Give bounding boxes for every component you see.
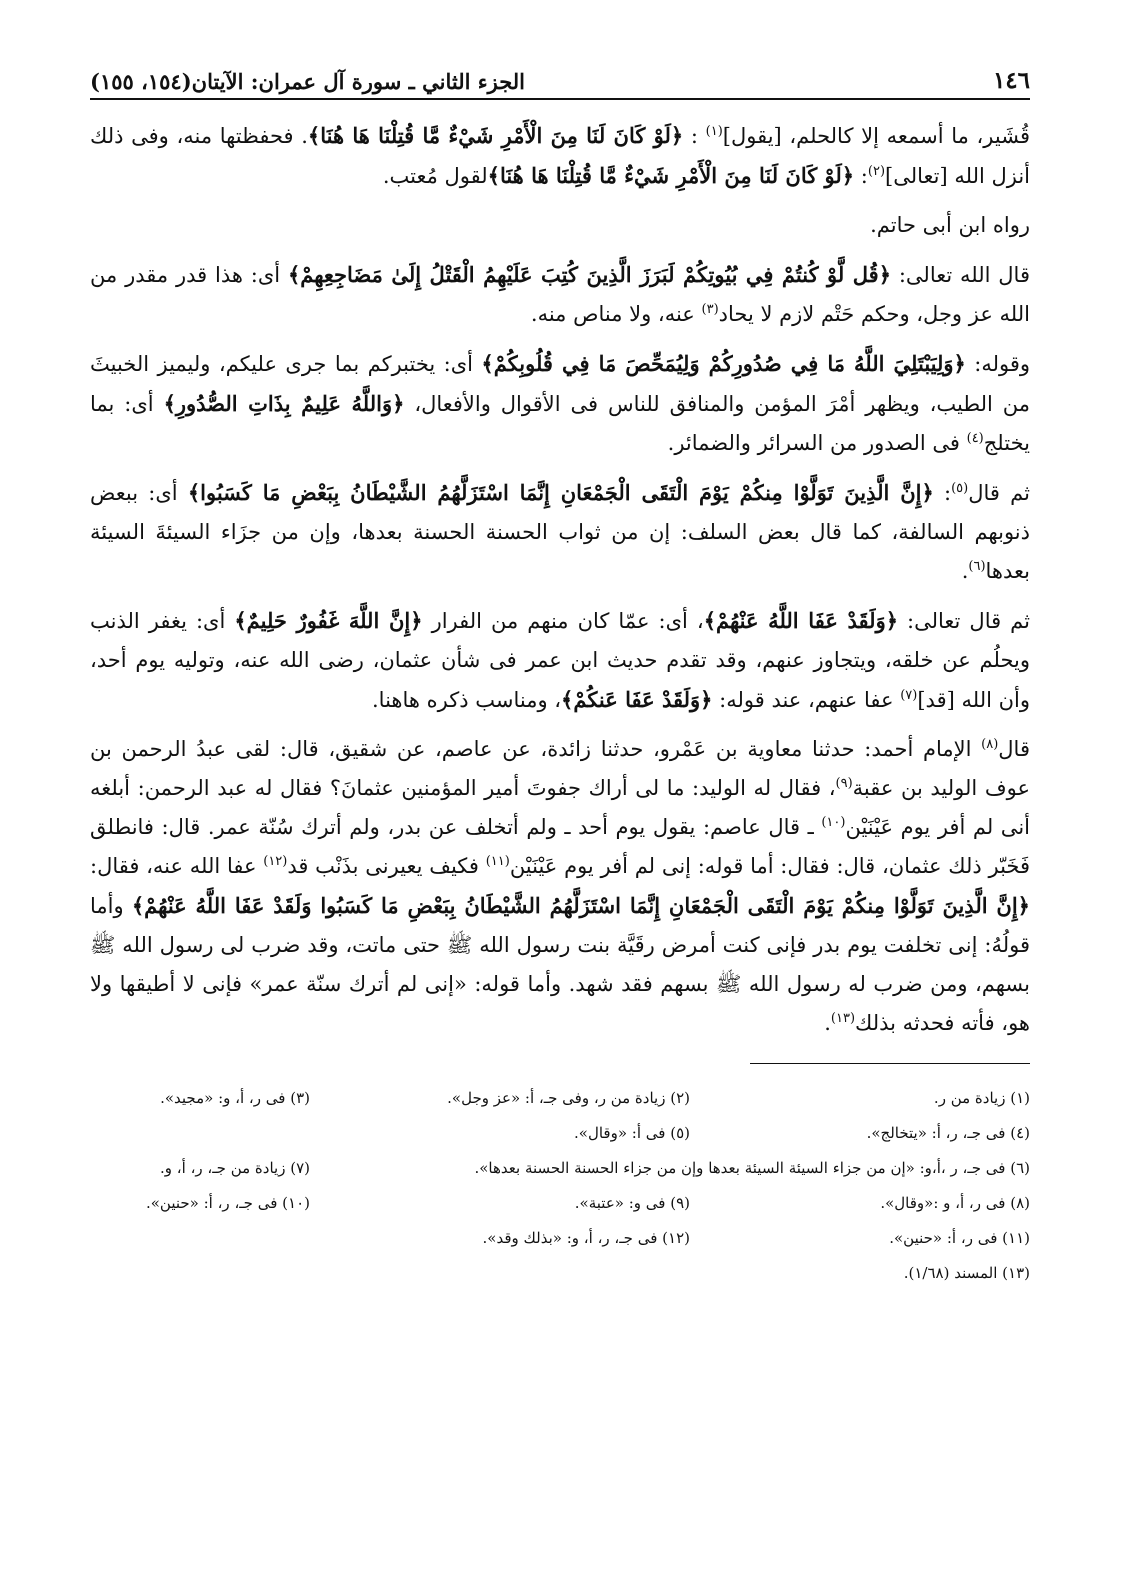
quran-quote: ﴿إِنَّ الَّذِينَ تَوَلَّوْا مِنكُمْ يَوْمَ الْتَقَى الْجَمْعَانِ إِنَّمَا اسْتَزَلَّهُمُ الشَّيْطَانُ بِبَعْضِ مَا كَسَبُوا﴾ (187, 480, 934, 505)
footnote-marker: (٥) (951, 481, 969, 496)
text-run: قال الله تعالى: (891, 263, 1030, 287)
footnote: (٣) فى ر، أ، و: «مجيد». (160, 1088, 310, 1107)
quran-quote: ﴿وَاللَّهُ عَلِيمٌ بِذَاتِ الصُّدُورِ﴾ (163, 391, 405, 416)
footnote-row (90, 1080, 1030, 1115)
page-header (90, 58, 1030, 100)
text-run: قُشَير، ما أسمعه إلا كالحلم، [يقول] (722, 124, 1030, 148)
running-title: الجزء الثاني ـ سورة آل عمران: الآيتان(١٥٤، ١٥٥) (90, 69, 525, 94)
text-run: أى: يغفر الذنب ويحلُم عن خلقه، ويتجاوز عنهم، وقد تقدم حديث ابن عمر فى شأن عثمان، رضى الله عنه، وتوليه يوم أحد، وأن الله [قد] (90, 609, 1030, 712)
text-run: ـ قال عاصم: يقول يوم أحد ـ ولم أتخلف عن بدر، ولم أترك سُنّة عمر. قال: فانطلق فَخَبّر ذلك عثمان، قال: فقال: أما قوله: إنى لم أفر يوم عَيْنَيْن (90, 815, 1030, 878)
paragraph (90, 473, 1030, 591)
text-run: وقوله: (965, 352, 1031, 376)
quran-quote: ﴿لَوْ كَانَ لَنَا مِنَ الْأَمْرِ شَيْءٌ مَّا قُتِلْنَا هَا هُنَا﴾ (487, 163, 855, 188)
text-run: ثم قال تعالى: (898, 609, 1030, 633)
paragraph (90, 116, 1030, 196)
text-run: عفا عنهم، عند قوله: (712, 688, 901, 712)
footnote: (١٣) المسند (١/٦٨). (903, 1263, 1030, 1282)
quran-quote: ﴿وَلَقَدْ عَفَا عَنكُمْ﴾ (561, 687, 713, 712)
text-run: . فحفظتها منه، وفى ذلك أنزل الله [تعالى] (90, 124, 1030, 188)
paragraph (90, 344, 1030, 463)
text-run: . (961, 559, 969, 583)
footnote-row (90, 1255, 1030, 1290)
quran-quote: ﴿وَلَقَدْ عَفَا اللَّهُ عَنْهُمْ﴾ (703, 608, 899, 633)
footnote-row (90, 1115, 1030, 1150)
footnote: (٥) فى أ: «وقال». (574, 1123, 690, 1142)
text-run: عنه، ولا مناص منه. (530, 302, 702, 326)
quran-quote: ﴿إِنَّ الَّذِينَ تَوَلَّوْا مِنكُمْ يَوْمَ الْتَقَى الْجَمْعَانِ إِنَّمَا اسْتَزَلَّهُمُ الشَّيْطَانُ بِبَعْضِ مَا كَسَبُوا وَلَقَدْ عَفَا اللَّهُ عَنْهُمْ﴾ (131, 893, 1030, 918)
quran-quote: ﴿إِنَّ اللَّهَ غَفُورٌ حَلِيمٌ﴾ (234, 608, 423, 633)
footnote-marker: (٨) (981, 737, 999, 752)
text-run: أى: بما يختلج (90, 392, 1030, 455)
paragraph (90, 730, 1030, 1043)
footnote-marker: (١٠) (821, 815, 846, 830)
text-run: فى الصدور من السرائر والضمائر. (667, 431, 967, 455)
text-run: : (933, 481, 952, 505)
text-run: ، أى: عمّا كان منهم من الفرار (422, 609, 704, 633)
footnote-marker: (٧) (900, 688, 918, 703)
quran-quote: ﴿قُل لَّوْ كُنتُمْ فِي بُيُوتِكُمْ لَبَرَزَ الَّذِينَ كُتِبَ عَلَيْهِمُ الْقَتْلُ إِلَىٰ مَضَاجِعِهِمْ﴾ (287, 262, 891, 287)
text-run: عفا الله عنه، فقال: (90, 854, 264, 878)
footnote: (١) زيادة من ر. (933, 1088, 1030, 1107)
text-run: أى: هذا قدر مقدر من الله عز وجل، وحكم حَتْم لازم لا يحاد (90, 263, 1030, 326)
footnote-marker: (٩) (835, 776, 853, 791)
text-run: : (683, 124, 706, 148)
paragraph (90, 601, 1030, 720)
footnote: (١١) فى ر، أ: «حنين». (889, 1228, 1030, 1247)
main-text (90, 116, 1030, 1043)
paragraph (90, 255, 1030, 334)
text-run: رواه ابن أبى حاتم. (870, 213, 1030, 237)
text-run: قال (998, 737, 1030, 761)
footnote: (٧) زيادة من جـ، ر، أ، و. (160, 1158, 310, 1177)
footnote-marker: (٦) (968, 559, 986, 574)
text-run: : (854, 164, 868, 188)
quran-quote: ﴿لَوْ كَانَ لَنَا مِنَ الْأَمْرِ شَيْءٌ مَّا قُتِلْنَا هَا هُنَا﴾ (307, 123, 684, 148)
footnote-row (90, 1220, 1030, 1255)
text-run: فكيف يعيرنى بذَنْب قد (287, 854, 486, 878)
footnote-divider (750, 1063, 1030, 1064)
footnote-marker: (٤) (966, 431, 984, 446)
footnote: (٤) فى جـ، ر، أ: «يتخالج». (866, 1123, 1030, 1142)
footnote: (٦) فى جـ، ر ،أ،و: «إن من جزاء السيئة السيئة بعدها وإن من جزاء الحسنة الحسنة بعدها». (474, 1158, 1030, 1177)
footnote: (٢) زيادة من ر، وفى جـ، أ: «عز وجل». (447, 1088, 690, 1107)
footnote-marker: (١٣) (830, 1011, 856, 1026)
text-run: ، ومناسب ذكره هاهنا. (372, 688, 562, 712)
footnote-marker: (٢) (867, 164, 886, 179)
text-run: الإمام أحمد: حدثنا معاوية بن عَمْرو، حدثنا زائدة، عن عاصم، عن شقيق، قال: لقى عبدُ الرحمن بن عوف الوليد بن عقبة (90, 737, 1030, 800)
text-run: وأما قولُهُ: إنى تخلفت يوم بدر فإنى كنت أمرض رقَيَّة بنت رسول الله ﷺ حتى ماتت، وقد ضرب لى رسول الله ﷺ بسهم، ومن ضرب له رسول الله ﷺ بسهم فقد شهد. وأما قوله: «إنى لم أترك سنّة عمر» فإنى لا أطيقها ولا هو، فأته فحدثه بذلك (90, 894, 1030, 1035)
footnote-row (90, 1185, 1030, 1220)
page-number: ١٤٦ (992, 67, 1030, 94)
quran-quote: ﴿وَلِيَبْتَلِيَ اللَّهُ مَا فِي صُدُورِكُمْ وَلِيُمَحِّصَ مَا فِي قُلُوبِكُمْ﴾ (481, 351, 966, 376)
paragraph (90, 206, 1030, 245)
page (90, 58, 1030, 1290)
text-run: ثم قال (968, 481, 1030, 505)
text-run: أى: ببعض ذنوبهم السالفة، كما قال بعض السلف: إن من ثواب الحسنة الحسنة بعدها، وإن من جزَاء السيئةَ السيئة بعدها (90, 481, 1030, 583)
footnote-marker: (١١) (485, 854, 510, 869)
footnotes (90, 1080, 1030, 1290)
footnote: (١٠) فى جـ، ر، أ: «حنين». (145, 1193, 310, 1212)
footnote-marker: (٣) (701, 302, 719, 317)
footnote: (٨) فى ر، أ، و :«وقال». (880, 1193, 1030, 1212)
footnote-marker: (١) (705, 124, 723, 139)
text-run: لقول مُعتب. (382, 164, 488, 188)
text-run: ، فقال له الوليد: ما لى أراك جفوتَ أمير المؤمنين عثمانَ؟ فقال له عبد الرحمن: أبلغه أنى لم أفر يوم عَيْنَيْن (90, 776, 1030, 839)
footnote: (١٢) فى جـ، ر، أ، و: «بذلك وقد». (482, 1228, 690, 1247)
footnote: (٩) فى و: «عتبة». (574, 1193, 690, 1212)
text-run: أى: يختبركم بما جرى عليكم، وليميز الخبيثَ من الطيب، ويظهر أمْرَ المؤمن والمنافق للناس فى الأقوال والأفعال، (90, 352, 1030, 416)
footnote-row (90, 1150, 1030, 1185)
footnote-marker: (١٢) (263, 854, 288, 869)
text-run: . (824, 1011, 831, 1035)
